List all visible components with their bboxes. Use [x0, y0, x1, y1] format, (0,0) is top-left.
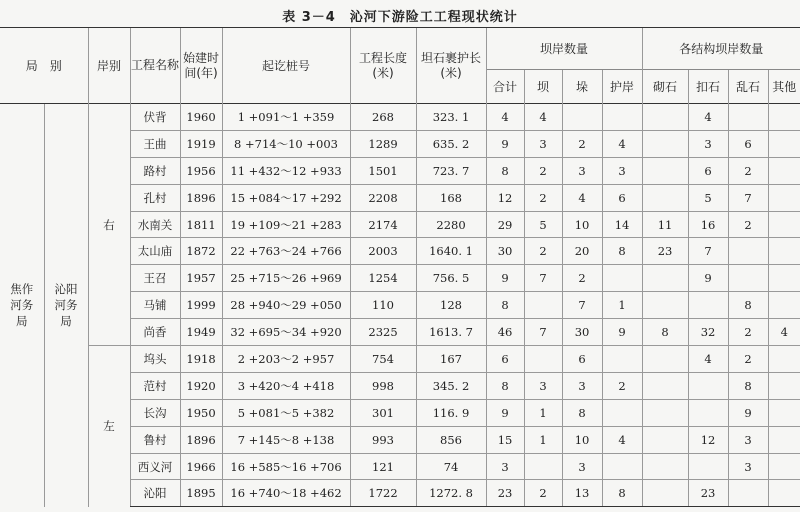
header-bank: 岸别 — [88, 28, 130, 104]
cell-ba: 3 — [524, 372, 562, 399]
cell-name: 范村 — [130, 372, 180, 399]
cell-stone: 168 — [416, 184, 486, 211]
table-title: 表 3－4 沁河下游险工工程现状统计 — [282, 10, 518, 25]
cell-duo: 10 — [562, 211, 602, 238]
dike-status-table — [0, 27, 800, 507]
cell-stone: 345. 2 — [416, 372, 486, 399]
cell-stone: 856 — [416, 426, 486, 453]
cell-duo: 4 — [562, 184, 602, 211]
cell-qi — [642, 399, 688, 426]
cell-length: 998 — [350, 372, 416, 399]
cell-ba: 2 — [524, 157, 562, 184]
cell-length: 1289 — [350, 130, 416, 157]
cell-stake: 7 +145～8 +138 — [222, 426, 350, 453]
cell-year: 1999 — [180, 292, 222, 319]
cell-ba: 7 — [524, 265, 562, 292]
cell-length: 993 — [350, 426, 416, 453]
cell-total: 3 — [486, 453, 524, 480]
cell-qi — [642, 184, 688, 211]
cell-duo: 3 — [562, 453, 602, 480]
cell-other — [768, 130, 800, 157]
cell-stake: 5 +081～5 +382 — [222, 399, 350, 426]
cell-qi — [642, 426, 688, 453]
cell-hu — [602, 265, 642, 292]
cell-name: 路村 — [130, 157, 180, 184]
cell-stone: 74 — [416, 453, 486, 480]
cell-length: 2325 — [350, 319, 416, 346]
cell-kou: 16 — [688, 211, 728, 238]
cell-duo: 7 — [562, 292, 602, 319]
cell-kou: 9 — [688, 265, 728, 292]
cell-other — [768, 372, 800, 399]
cell-duo: 20 — [562, 238, 602, 265]
cell-stone: 1272. 8 — [416, 480, 486, 507]
header-kou: 扣石 — [688, 70, 728, 104]
cell-length: 301 — [350, 399, 416, 426]
cell-qi — [642, 372, 688, 399]
cell-stone: 128 — [416, 292, 486, 319]
cell-hu: 3 — [602, 157, 642, 184]
header-year: 始建时间(年) — [180, 28, 222, 104]
cell-year: 1960 — [180, 104, 222, 131]
cell-ba: 5 — [524, 211, 562, 238]
cell-year: 1966 — [180, 453, 222, 480]
cell-year: 1872 — [180, 238, 222, 265]
cell-year: 1896 — [180, 184, 222, 211]
cell-other — [768, 157, 800, 184]
cell-kou: 12 — [688, 426, 728, 453]
cell-luan: 2 — [728, 211, 768, 238]
cell-total: 12 — [486, 184, 524, 211]
cell-stone: 323. 1 — [416, 104, 486, 131]
cell-total: 8 — [486, 157, 524, 184]
cell-luan: 6 — [728, 130, 768, 157]
cell-other — [768, 238, 800, 265]
header-ba: 坝 — [524, 70, 562, 104]
header-hu: 护岸 — [602, 70, 642, 104]
cell-stake: 15 +084～17 +292 — [222, 184, 350, 211]
cell-total: 6 — [486, 346, 524, 373]
cell-year: 1919 — [180, 130, 222, 157]
cell-name: 马铺 — [130, 292, 180, 319]
cell-hu: 2 — [602, 372, 642, 399]
cell-hu: 6 — [602, 184, 642, 211]
cell-length: 121 — [350, 453, 416, 480]
cell-other — [768, 480, 800, 507]
cell-length: 2174 — [350, 211, 416, 238]
header-luan: 乱石 — [728, 70, 768, 104]
cell-year: 1949 — [180, 319, 222, 346]
cell-ba: 2 — [524, 238, 562, 265]
cell-kou — [688, 292, 728, 319]
cell-kou: 4 — [688, 104, 728, 131]
cell-stone: 167 — [416, 346, 486, 373]
cell-stake: 2 +203～2 +957 — [222, 346, 350, 373]
cell-name: 尚香 — [130, 319, 180, 346]
table-row — [0, 104, 800, 131]
header-duo: 垛 — [562, 70, 602, 104]
cell-duo: 13 — [562, 480, 602, 507]
cell-hu — [602, 346, 642, 373]
cell-qi — [642, 157, 688, 184]
cell-stake: 16 +585～16 +706 — [222, 453, 350, 480]
cell-other — [768, 453, 800, 480]
cell-name: 坞头 — [130, 346, 180, 373]
cell-luan: 8 — [728, 372, 768, 399]
cell-other — [768, 426, 800, 453]
cell-kou: 7 — [688, 238, 728, 265]
cell-other — [768, 399, 800, 426]
cell-year: 1956 — [180, 157, 222, 184]
cell-kou: 6 — [688, 157, 728, 184]
header-length: 工程长度(米) — [350, 28, 416, 104]
cell-total: 29 — [486, 211, 524, 238]
cell-total: 15 — [486, 426, 524, 453]
cell-duo: 3 — [562, 372, 602, 399]
cell-total: 9 — [486, 399, 524, 426]
header-name: 工程名称 — [130, 28, 180, 104]
header-total: 合计 — [486, 70, 524, 104]
cell-duo: 8 — [562, 399, 602, 426]
cell-ba: 2 — [524, 480, 562, 507]
cell-ba: 1 — [524, 426, 562, 453]
cell-luan: 2 — [728, 319, 768, 346]
cell-luan: 3 — [728, 453, 768, 480]
cell-duo — [562, 104, 602, 131]
cell-name: 王召 — [130, 265, 180, 292]
cell-duo: 30 — [562, 319, 602, 346]
header-stake: 起讫桩号 — [222, 28, 350, 104]
cell-stake: 11 +432～12 +933 — [222, 157, 350, 184]
cell-duo: 10 — [562, 426, 602, 453]
cell-kou: 23 — [688, 480, 728, 507]
cell-luan — [728, 104, 768, 131]
header-stone: 坦石裹护长(米) — [416, 28, 486, 104]
cell-stake: 25 +715～26 +969 — [222, 265, 350, 292]
cell-total: 8 — [486, 292, 524, 319]
cell-qi — [642, 265, 688, 292]
cell-stone: 1640. 1 — [416, 238, 486, 265]
cell-stake: 22 +763～24 +766 — [222, 238, 350, 265]
cell-other — [768, 211, 800, 238]
cell-length: 754 — [350, 346, 416, 373]
header-other: 其他 — [768, 70, 800, 104]
cell-ba: 1 — [524, 399, 562, 426]
cell-total: 9 — [486, 265, 524, 292]
cell-stone: 1613. 7 — [416, 319, 486, 346]
cell-total: 46 — [486, 319, 524, 346]
cell-other — [768, 346, 800, 373]
cell-luan: 7 — [728, 184, 768, 211]
cell-luan — [728, 265, 768, 292]
cell-name: 王曲 — [130, 130, 180, 157]
cell-length: 110 — [350, 292, 416, 319]
cell-length: 1501 — [350, 157, 416, 184]
cell-length: 2208 — [350, 184, 416, 211]
bank-left-cell: 左 — [88, 346, 130, 507]
cell-hu: 9 — [602, 319, 642, 346]
cell-name: 鲁村 — [130, 426, 180, 453]
cell-kou — [688, 453, 728, 480]
bureau-outer-cell: 焦作河务局 — [0, 104, 44, 507]
cell-hu: 14 — [602, 211, 642, 238]
cell-luan — [728, 238, 768, 265]
cell-qi — [642, 453, 688, 480]
cell-year: 1896 — [180, 426, 222, 453]
cell-stake: 32 +695～34 +920 — [222, 319, 350, 346]
cell-stone: 2280 — [416, 211, 486, 238]
cell-kou: 4 — [688, 346, 728, 373]
cell-hu — [602, 104, 642, 131]
bureau-inner-cell: 沁阳河务局 — [44, 104, 88, 507]
cell-qi — [642, 104, 688, 131]
cell-length: 268 — [350, 104, 416, 131]
cell-name: 西义河 — [130, 453, 180, 480]
cell-kou: 3 — [688, 130, 728, 157]
bank-right-cell: 右 — [88, 104, 130, 346]
cell-qi — [642, 346, 688, 373]
header-struct-count: 各结构坝岸数量 — [642, 28, 800, 70]
cell-name: 孔村 — [130, 184, 180, 211]
cell-hu: 8 — [602, 238, 642, 265]
header-qi: 砌石 — [642, 70, 688, 104]
cell-year: 1920 — [180, 372, 222, 399]
cell-ba — [524, 453, 562, 480]
cell-other — [768, 104, 800, 131]
cell-other: 4 — [768, 319, 800, 346]
cell-hu: 8 — [602, 480, 642, 507]
cell-year: 1918 — [180, 346, 222, 373]
cell-luan: 2 — [728, 157, 768, 184]
cell-other — [768, 292, 800, 319]
cell-length: 2003 — [350, 238, 416, 265]
cell-luan: 9 — [728, 399, 768, 426]
cell-luan: 2 — [728, 346, 768, 373]
cell-hu: 1 — [602, 292, 642, 319]
cell-name: 沁阳 — [130, 480, 180, 507]
cell-hu: 4 — [602, 130, 642, 157]
cell-name: 水南关 — [130, 211, 180, 238]
cell-luan: 8 — [728, 292, 768, 319]
cell-duo: 6 — [562, 346, 602, 373]
cell-kou: 32 — [688, 319, 728, 346]
cell-total: 30 — [486, 238, 524, 265]
cell-total: 9 — [486, 130, 524, 157]
cell-duo: 2 — [562, 265, 602, 292]
cell-stake: 8 +714～10 +003 — [222, 130, 350, 157]
cell-ba: 7 — [524, 319, 562, 346]
cell-ba — [524, 292, 562, 319]
cell-hu: 4 — [602, 426, 642, 453]
cell-qi — [642, 292, 688, 319]
cell-stone: 116. 9 — [416, 399, 486, 426]
cell-ba: 2 — [524, 184, 562, 211]
cell-year: 1895 — [180, 480, 222, 507]
cell-stake: 19 +109～21 +283 — [222, 211, 350, 238]
cell-hu — [602, 399, 642, 426]
cell-year: 1811 — [180, 211, 222, 238]
cell-stake: 1 +091～1 +359 — [222, 104, 350, 131]
cell-total: 4 — [486, 104, 524, 131]
cell-qi — [642, 480, 688, 507]
cell-total: 8 — [486, 372, 524, 399]
cell-kou — [688, 372, 728, 399]
cell-ba: 4 — [524, 104, 562, 131]
cell-stake: 16 +740～18 +462 — [222, 480, 350, 507]
cell-stake: 3 +420～4 +418 — [222, 372, 350, 399]
cell-length: 1722 — [350, 480, 416, 507]
cell-name: 长沟 — [130, 399, 180, 426]
cell-kou — [688, 399, 728, 426]
header-bureau: 局 别 — [0, 28, 88, 104]
cell-ba — [524, 346, 562, 373]
cell-luan — [728, 480, 768, 507]
cell-stake: 28 +940～29 +050 — [222, 292, 350, 319]
cell-qi: 11 — [642, 211, 688, 238]
cell-duo: 2 — [562, 130, 602, 157]
table-row — [0, 346, 800, 373]
cell-name: 太山庙 — [130, 238, 180, 265]
cell-qi — [642, 130, 688, 157]
cell-stone: 756. 5 — [416, 265, 486, 292]
cell-other — [768, 184, 800, 211]
cell-duo: 3 — [562, 157, 602, 184]
cell-luan: 3 — [728, 426, 768, 453]
cell-stone: 723. 7 — [416, 157, 486, 184]
cell-stone: 635. 2 — [416, 130, 486, 157]
cell-length: 1254 — [350, 265, 416, 292]
cell-qi: 8 — [642, 319, 688, 346]
cell-ba: 3 — [524, 130, 562, 157]
cell-year: 1957 — [180, 265, 222, 292]
cell-other — [768, 265, 800, 292]
cell-qi: 23 — [642, 238, 688, 265]
cell-name: 伏背 — [130, 104, 180, 131]
cell-hu — [602, 453, 642, 480]
cell-kou: 5 — [688, 184, 728, 211]
cell-total: 23 — [486, 480, 524, 507]
header-dike-count: 坝岸数量 — [486, 28, 642, 70]
cell-year: 1950 — [180, 399, 222, 426]
